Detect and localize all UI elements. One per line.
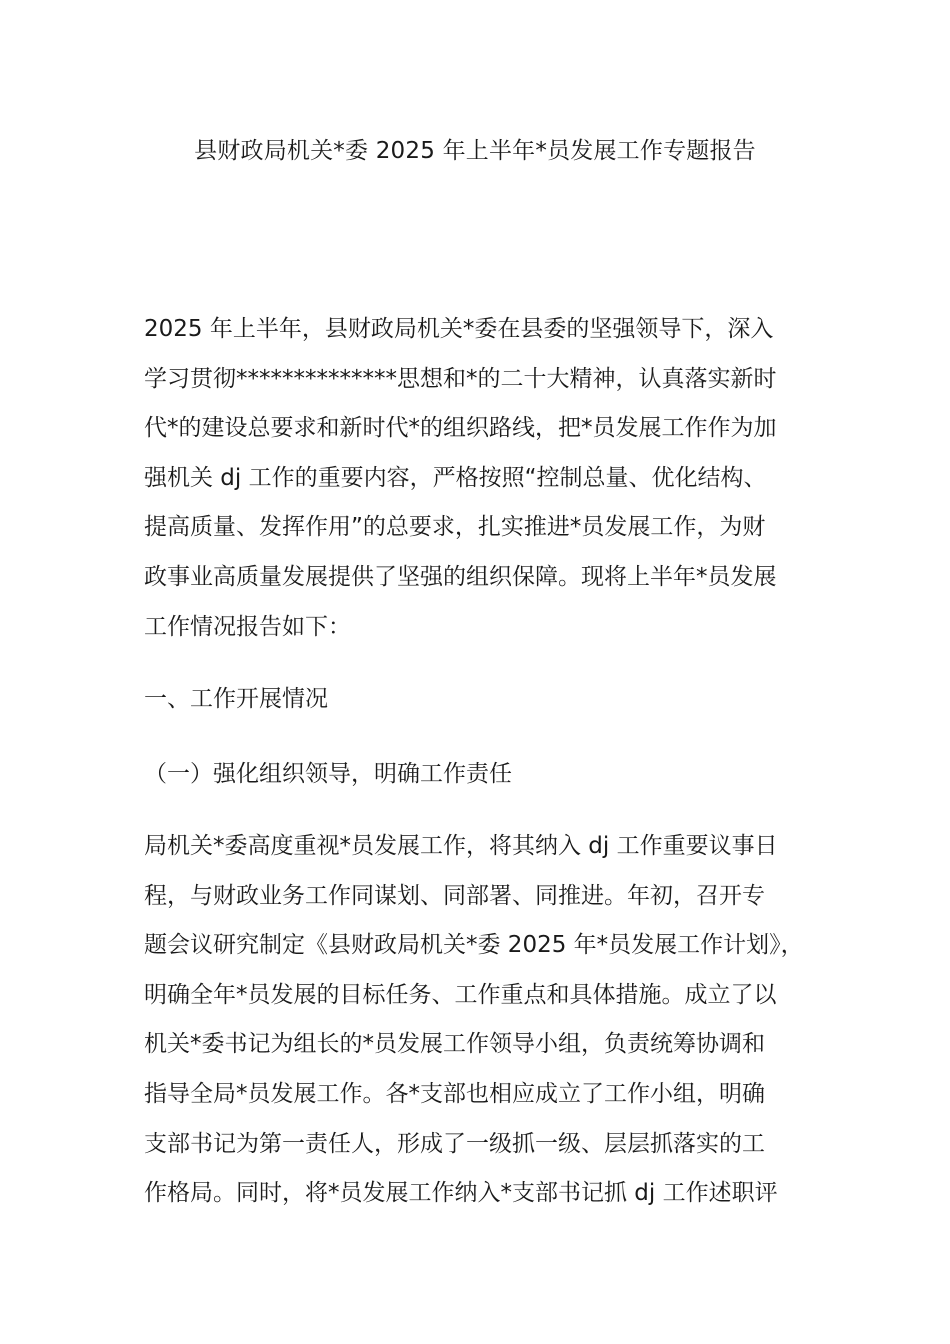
paragraph-line: 学习贯彻**************思想和*的二十大精神，认真落实新时: [144, 365, 777, 392]
paragraph-line: 局机关*委高度重视*员发展工作，将其纳入 dj 工作重要议事日: [144, 833, 778, 859]
paragraph-line: 强机关 dj 工作的重要内容，严格按照“控制总量、优化结构、: [144, 464, 767, 491]
paragraph-line: 指导全局*员发展工作。各*支部也相应成立了工作小组，明确: [144, 1080, 765, 1107]
paragraph-line: 提高质量、发挥作用”的总要求，扎实推进*员发展工作，为财: [144, 514, 766, 541]
paragraph-line: 支部书记为第一责任人，形成了一级抓一级、层层抓落实的工: [144, 1130, 765, 1157]
paragraph-line: 作格局。同时，将*员发展工作纳入*支部书记抓 dj 工作述职评: [144, 1180, 778, 1207]
intro-paragraph: [144, 305, 824, 652]
subsection-heading-text: （一）强化组织领导，明确工作责任: [144, 761, 512, 787]
paragraph-line: 题会议研究制定《县财政局机关*委 2025 年*员发展工作计划》，: [144, 932, 804, 959]
subsection-heading: [144, 750, 824, 800]
paragraph-line: 程，与财政业务工作同谋划、同部署、同推进。年初，召开专: [144, 882, 765, 909]
section-heading: [144, 675, 824, 725]
paragraph-line: 2025 年上半年，县财政局机关*委在县委的坚强领导下，深入: [144, 316, 774, 342]
paragraph-line: 明确全年*员发展的目标任务、工作重点和具体措施。成立了以: [144, 981, 777, 1008]
section-heading-text: 一、工作开展情况: [144, 686, 328, 712]
document-title: 县财政局机关*委 2025 年上半年*员发展工作专题报告: [194, 138, 756, 164]
section-paragraph: [144, 822, 824, 1219]
paragraph-line: 政事业高质量发展提供了坚强的组织保障。现将上半年*员发展: [144, 563, 777, 590]
paragraph-line: 代*的建设总要求和新时代*的组织路线，把*员发展工作作为加: [144, 415, 777, 442]
paragraph-line: 机关*委书记为组长的*员发展工作领导小组，负责统筹协调和: [144, 1031, 765, 1058]
paragraph-line: 工作情况报告如下：: [144, 613, 351, 640]
